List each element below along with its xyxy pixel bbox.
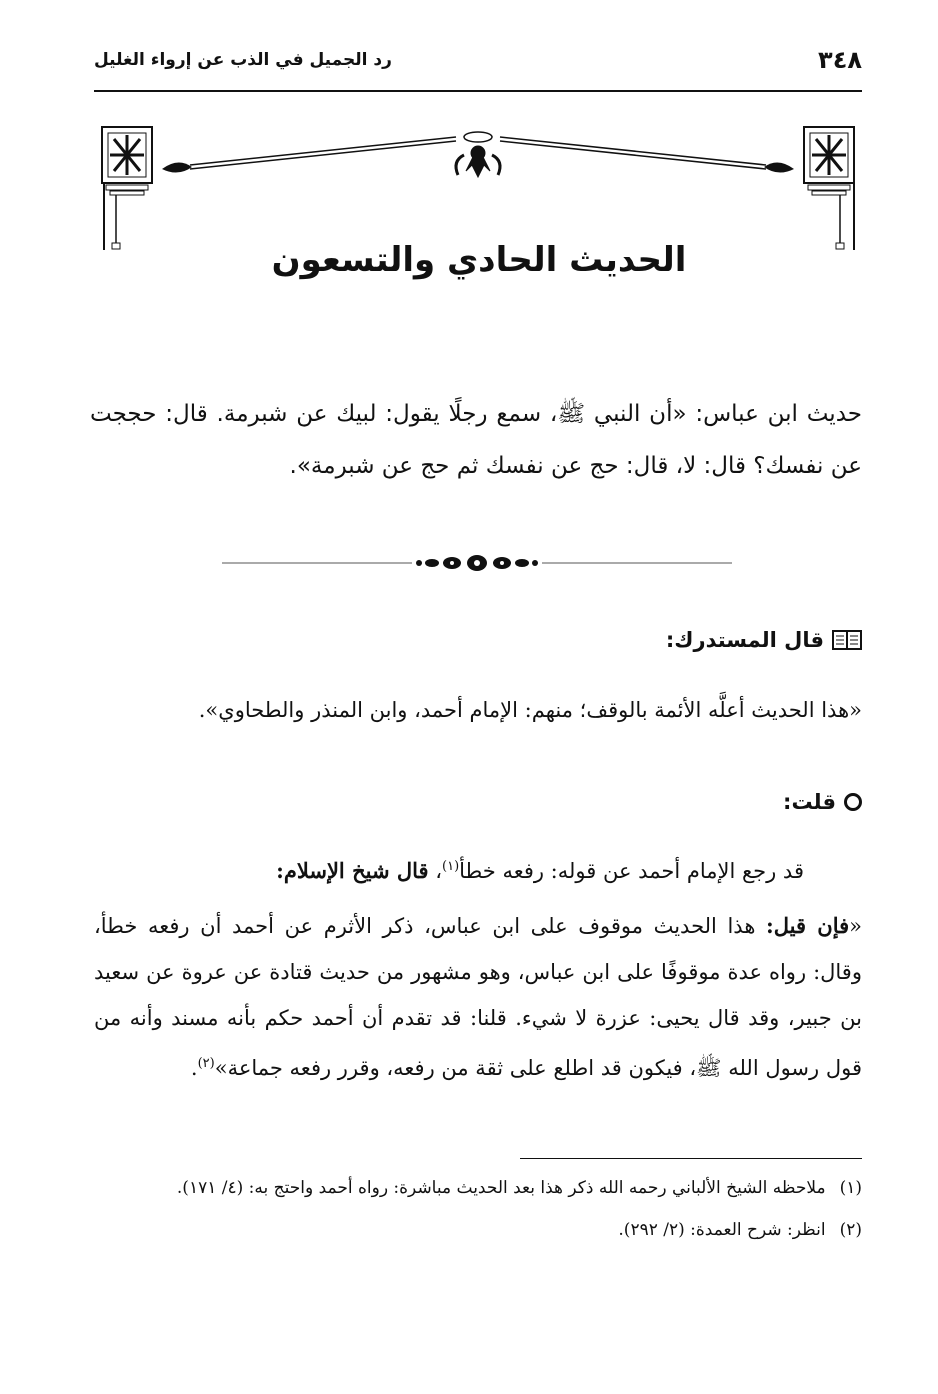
quote-body-text: هذا الحديث موقوف على ابن عباس، ذكر الأثرم عن أحمد أن رفعه خطأ، وقال: رواه عدة موقوفًا على ابن عباس، وهو مشهور من حديث قتادة عن عروة عن سعيد بن جبير، وقد قال يحيى: عزرة لا شيء. قلنا: قد تقدم أن أحمد حكم بأنه مسند وأنه من قول رسول الله ﷺ، فيكون قد اطلع على ثقة من رفعه، وقرر رفعه جماعة»: [94, 914, 862, 1080]
footnotes: [94, 1172, 862, 1256]
center-ornament: [456, 132, 500, 177]
right-corner-ornament: [804, 127, 854, 250]
footnote-ref-2[interactable]: (٢): [197, 1056, 215, 1071]
footnote-number: (١): [839, 1178, 862, 1198]
footnote-rule: [520, 1158, 862, 1159]
quote-open-mark: «: [849, 914, 862, 938]
shaykh-islam-quote: [94, 903, 862, 1091]
section-divider: [222, 548, 732, 578]
page-number: ٣٤٨: [818, 46, 862, 74]
footnote-text: انظر: شرح العمدة: (٢/ ٢٩٢).: [618, 1220, 826, 1240]
footnote-item: [94, 1172, 862, 1204]
reply-intro: [94, 845, 804, 893]
quote-end-mark: .: [190, 1056, 198, 1080]
mustadrik-heading-label: قال المستدرك:: [665, 628, 824, 652]
right-leaf-ornament: [764, 162, 794, 172]
chapter-ornament-frame: [100, 125, 858, 255]
open-book-icon: [832, 629, 862, 651]
running-header: [94, 40, 862, 80]
left-corner-ornament: [102, 127, 152, 250]
reply-intro-text: قد رجع الإمام أحمد عن قوله: رفعه خطأ: [459, 859, 804, 883]
header-rule: [94, 90, 862, 92]
footnote-ref-1[interactable]: (١): [442, 859, 460, 874]
shaykh-islam-label: قال شيخ الإسلام:: [276, 858, 429, 883]
footnote-text: ملاحظه الشيخ الألباني رحمه الله ذكر هذا بعد الحديث مباشرة: رواه أحمد واحتج به: (٤/ ١٧١).: [176, 1178, 826, 1198]
left-leaf-ornament: [162, 162, 192, 172]
mustadrik-heading: [94, 628, 862, 652]
qult-heading: [94, 790, 862, 814]
footnote-item: [94, 1214, 862, 1246]
footnote-number: (٢): [839, 1220, 862, 1240]
reply-intro-separator: ،: [428, 859, 443, 883]
chapter-title: الحديث الحادي والتسعون: [271, 240, 687, 280]
qult-heading-label: قلت:: [783, 790, 836, 814]
mustadrik-quote: «هذا الحديث أعلَّه الأئمة بالوقف؛ منهم: الإمام أحمد، وابن المنذر والطحاوي».: [198, 698, 862, 722]
hadith-text: حديث ابن عباس: «أن النبي ﷺ، سمع رجلًا يقول: لبيك عن شبرمة. قال: حججت عن نفسك؟ قال: لا، قال: حج عن نفسك ثم حج عن شبرمة».: [90, 401, 862, 479]
book-title: رد الجميل في الذب عن إرواء الغليل: [94, 50, 392, 70]
circle-bullet-icon: [844, 793, 862, 811]
quote-lead-phrase: فإن قيل:: [766, 913, 850, 938]
